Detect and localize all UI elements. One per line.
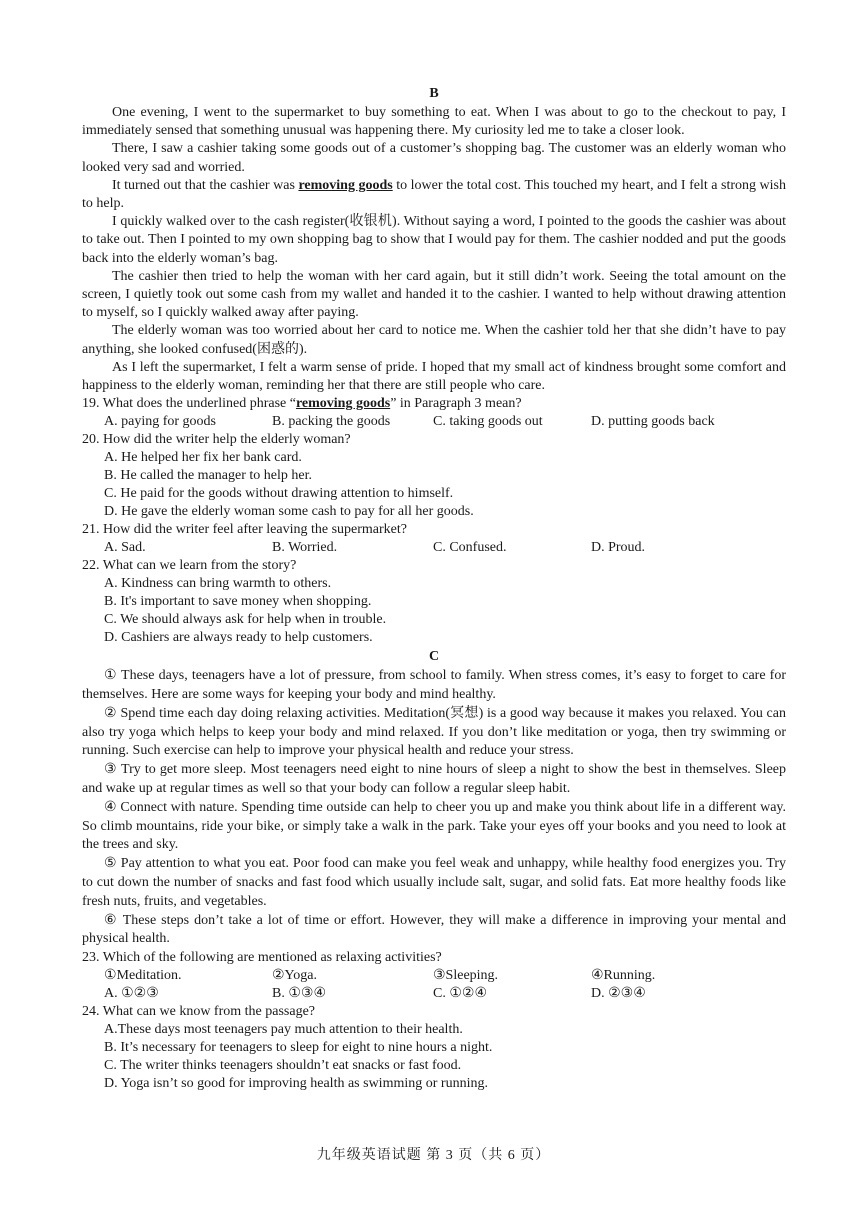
q20-option-d: D. He gave the elderly woman some cash to pay for all her goods. [104,504,474,520]
question-23-items [82,967,786,985]
q21-option-b: B. Worried. [272,540,338,556]
q21-option-a: A. Sad. [104,540,146,556]
question-23-options [82,985,786,1003]
q19-stem-start: 19. What does the underlined phrase “ [82,396,296,412]
question-24-stem: 24. What can we know from the passage? [82,1004,315,1020]
passage-c-paragraph-2: ② Spend time each day doing relaxing activities. Meditation(冥想) is a good way because it makes you relaxed. You can also try yoga which helps to keep your body and mind relaxed. If you don’t like meditation or yoga, then try swimming or running. Such exercise can help to improve your physical health and reduce your stress. [82,705,786,759]
q19-stem-end: ” in Paragraph 3 mean? [390,396,522,412]
q19-underlined-phrase: removing goods [295,396,391,412]
q24-option-b: B. It’s necessary for teenagers to sleep for eight to nine hours a night. [104,1040,493,1056]
q23-option-c: C. ①②④ [433,986,487,1002]
q21-option-d: D. Proud. [591,540,646,556]
q20-option-c: C. He paid for the goods without drawing attention to himself. [104,486,454,502]
q22-option-b: B. It's important to save money when shopping. [104,594,372,610]
passage-c-paragraph-5: ⑤ Pay attention to what you eat. Poor food can make you feel weak and unhappy, while healthy food energizes you. Try to cut down the number of snacks and fast food which usually include salt, sugar, and solid fats. Eat more healthy foods like fresh nuts, fruits, and vegetables. [82,856,786,909]
q23-option-a: A. ①②③ [104,986,159,1002]
page-footer: 九年级英语试题 第 3 页（共 6 页） [316,1148,551,1163]
underlined-phrase: removing goods [298,177,393,193]
q23-option-d: D. ②③④ [591,986,646,1002]
q21-option-c: C. Confused. [433,540,507,556]
passage-b-paragraph-5: The cashier then tried to help the woman with her card again, but it still didn’t work. Seeing the total amount on the screen, I quietly took out some cash from my wallet and handed it to the cashier. I wanted to help without drawing attention to myself, so I quickly walked away after paying. [82,268,786,321]
q23-item-4: ④Running. [591,968,656,984]
exam-page [82,84,786,1093]
passage-b-paragraph-7: As I left the supermarket, I felt a warm sense of pride. I hoped that my small act of kindness brought some comfort and happiness to the elderly woman, reminding her that there are still people who care. [82,359,786,394]
q23-item-3: ③Sleeping. [433,968,499,984]
paragraph-3-text-start: It turned out that the cashier was [112,177,299,193]
question-23-stem: 23. Which of the following are mentioned as relaxing activities? [82,950,442,966]
passage-c-paragraph-4: ④ Connect with nature. Spending time outside can help to cheer you up and make you think about life in a different way. So climb mountains, ride your bike, or simply take a walk in the park. Take your eyes off your books and you need to look at the trees and sky. [82,799,786,853]
q22-option-d: D. Cashiers are always ready to help customers. [104,630,373,646]
q24-option-c: C. The writer thinks teenagers shouldn’t eat snacks or fast food. [104,1058,462,1074]
question-21-stem: 21. How did the writer feel after leaving the supermarket? [82,522,407,538]
q23-item-2: ②Yoga. [272,968,317,984]
question-19-stem [82,395,786,413]
q23-item-1: ①Meditation. [104,968,182,984]
paragraph-3-text-end: to lower the total cost. This touched my heart, and I felt a strong wish to help. [82,177,786,212]
q20-option-a: A. He helped her fix her bank card. [104,450,302,466]
passage-b-paragraph-2: There, I saw a cashier taking some goods out of a customer’s shopping bag. The customer was an elderly woman who looked very sad and worried. [82,141,786,175]
q22-option-c: C. We should always ask for help when in trouble. [104,612,387,628]
q20-option-b: B. He called the manager to help her. [104,468,312,484]
q19-option-c: C. taking goods out [433,414,543,430]
passage-b-paragraph-3 [82,177,786,213]
passage-b-paragraph-6: The elderly woman was too worried about her card to notice me. When the cashier told her that she didn’t have to pay anything, she looked confused(困惑的). [82,323,786,357]
question-20-stem: 20. How did the writer help the elderly woman? [82,432,351,448]
q24-option-a: A.These days most teenagers pay much attention to their health. [104,1022,463,1038]
question-22-options [82,575,786,647]
q23-option-b: B. ①③④ [272,986,326,1002]
q24-option-d: D. Yoga isn’t so good for improving health as swimming or running. [104,1076,488,1092]
question-20-options [82,449,786,521]
q22-option-a: A. Kindness can bring warmth to others. [104,576,332,592]
question-24-options [82,1021,786,1093]
passage-c-title: C [428,649,440,665]
q19-option-b: B. packing the goods [272,414,391,430]
passage-c-paragraph-3: ③ Try to get more sleep. Most teenagers need eight to nine hours of sleep a night to show the best in themselves. Sleep and wake up at regular times as well so that your body can follow a regular sleep habit. [82,762,786,797]
question-21-options [82,539,786,557]
passage-b-paragraph-4: I quickly walked over to the cash register(收银机). Without saying a word, I pointed to the goods the cashier was about to take out. Then I pointed to my own shopping bag to show that I would pay for them. The cashier nodded and put the goods back into the elderly woman’s bag. [82,214,786,266]
q19-option-d: D. putting goods back [591,414,715,430]
question-22-stem: 22. What can we learn from the story? [82,558,297,574]
passage-c-paragraph-1: ① These days, teenagers have a lot of pressure, from school to family. When stress comes, it’s easy to forget to care for themselves. Here are some ways for keeping your body and mind healthy. [82,668,786,703]
passage-b-paragraph-1: One evening, I went to the supermarket to buy something to eat. When I was about to go to the checkout to pay, I immediately sensed that something unusual was happening there. My curiosity led me to take a closer look. [82,105,786,139]
passage-b-title: B [429,86,439,101]
passage-c-paragraph-6: ⑥ These steps don’t take a lot of time or effort. However, they will make a difference in improving your mental and physical health. [82,912,786,947]
q19-option-a: A. paying for goods [104,414,216,430]
question-19-options [82,413,786,431]
